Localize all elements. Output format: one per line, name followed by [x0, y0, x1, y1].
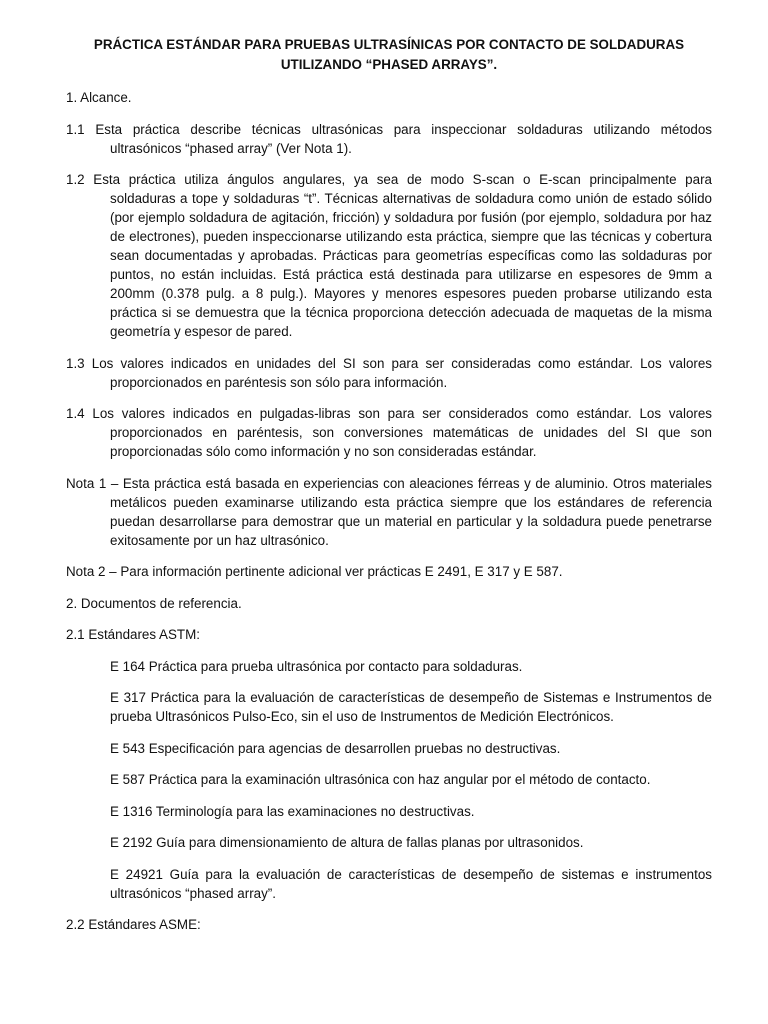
- document-title: [66, 35, 712, 74]
- title-line-2: UTILIZANDO “PHASED ARRAYS”.: [280, 56, 498, 72]
- astm-reference-e543: E 543 Especificación para agencias de desarrollen pruebas no destructivas.: [110, 740, 561, 756]
- astm-reference-e317: E 317 Práctica para la evaluación de características de desempeño de Sistemas e Instrumentos de prueba Ultrasónicos Pulso-Eco, sin el uso de Instrumentos de Medición Electrónicos.: [110, 690, 712, 724]
- astm-reference-e2192: E 2192 Guía para dimensionamiento de altura de fallas planas por ultrasonidos.: [110, 835, 584, 850]
- note-1: Nota 1 – Esta práctica está basada en experiencias con aleaciones férreas y de aluminio. Otros materiales metálicos pueden examinarse utilizando esta práctica siempre que los estándares de referencia puedan desarrollarse para demostrar que un material en particular y la soldadura puede penetrarse exitosamente por un haz ultrasónico.: [66, 475, 712, 548]
- astm-reference-e587: E 587 Práctica para la examinación ultrasónica con haz angular por el método de contacto.: [110, 772, 651, 787]
- astm-reference-e164: E 164 Práctica para prueba ultrasónica por contacto para soldaduras.: [110, 658, 523, 674]
- astm-reference-e24921: E 24921 Guía para la evaluación de características de desempeño de sistemas e instrumentos ultrasónicos “phased array”.: [110, 866, 712, 901]
- astm-reference-e1316: E 1316 Terminología para las examinaciones no destructivas.: [110, 803, 475, 819]
- section-1-heading: 1. Alcance.: [66, 90, 132, 105]
- paragraph-1-3: 1.3 Los valores indicados en unidades del SI son para ser consideradas como estándar. Los valores proporcionados en paréntesis son sólo para información.: [66, 355, 712, 390]
- section-2-heading: 2. Documentos de referencia.: [66, 595, 242, 611]
- document-page: [66, 35, 712, 947]
- asme-standards-heading: 2.2 Estándares ASME:: [66, 917, 201, 932]
- paragraph-1-4: 1.4 Los valores indicados en pulgadas-libras son para ser considerados como estándar. Los valores proporcionados en paréntesis, son conversiones matemáticas de unidades del SI que son proporcionadas sólo como información y no son consideradas estándar.: [66, 406, 712, 459]
- paragraph-1-1: 1.1 Esta práctica describe técnicas ultrasónicas para inspeccionar soldaduras utilizando métodos ultrasónicos “phased array” (Ver Nota 1).: [66, 121, 712, 156]
- title-line-1: PRÁCTICA ESTÁNDAR PARA PRUEBAS ULTRASÍNICAS POR CONTACTO DE SOLDADURAS: [93, 37, 685, 52]
- note-2: Nota 2 – Para información pertinente adicional ver prácticas E 2491, E 317 y E 587.: [66, 564, 563, 579]
- paragraph-1-2: 1.2 Esta práctica utiliza ángulos angulares, ya sea de modo S-scan o E-scan principalmente para soldaduras a tope y soldaduras “t”. Técnicas alternativas de soldadura como unión de estado sólido (por ejemplo soldadura de agitación, fricción) y soldadura por fusión (por ejemplo, soldadura por haz de electrones), pueden inspeccionarse utilizando esta práctica, siempre que las técnicas y cobertura sean documentadas y aprobadas. Prácticas para geometrías específicas como las soldaduras por puntos, no están incluidas. Está práctica está destinada para utilizarse en espesores de 9mm a 200mm (0.378 pulg. a 8 pulg.). Mayores y menores espesores pueden probarse utilizando esta práctica si se demuestra que la técnica proporciona detección adecuada de maquetas de la misma geometría y espesor de pared.: [66, 172, 712, 339]
- astm-standards-heading: 2.1 Estándares ASTM:: [66, 627, 200, 642]
